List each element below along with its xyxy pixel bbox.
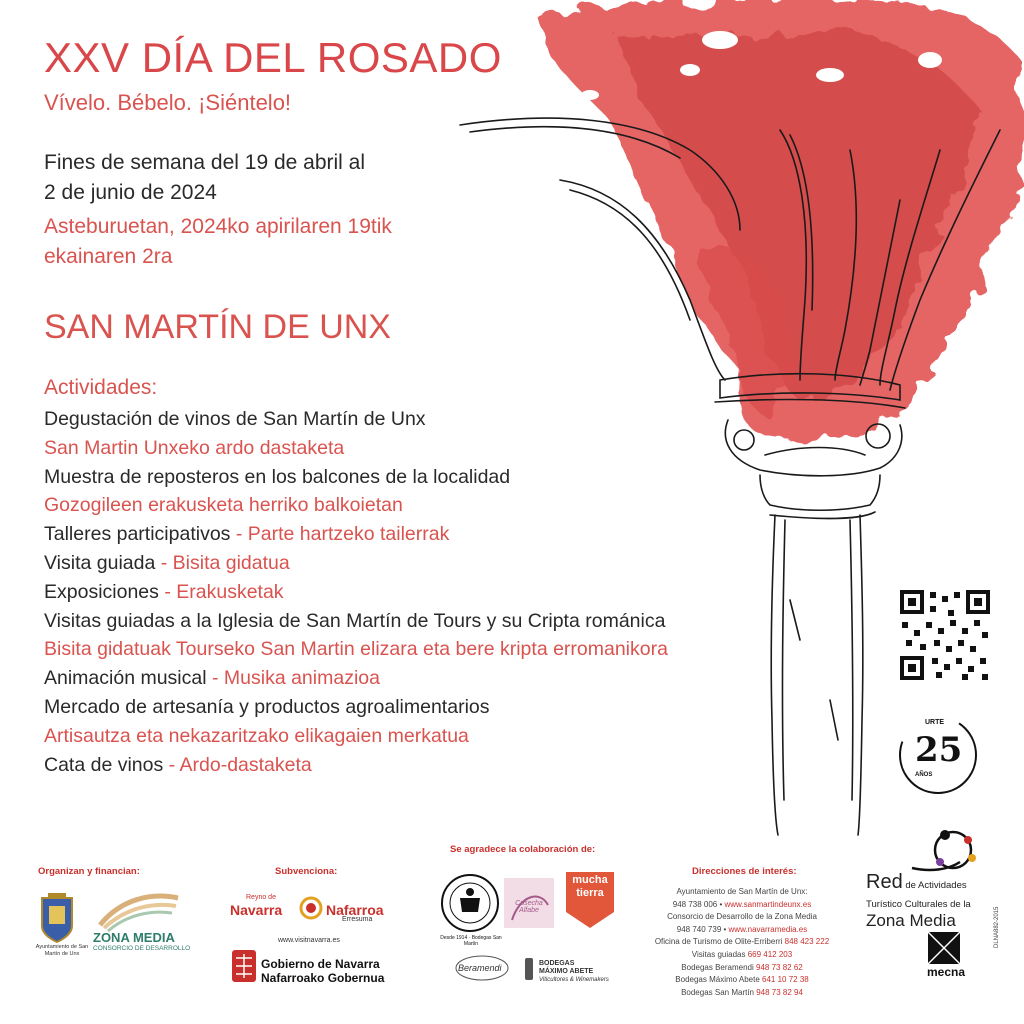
- direcciones-heading: Direcciones de interés:: [692, 866, 797, 877]
- direction-line: Ayuntamiento de San Martín de Unx:: [676, 887, 808, 896]
- direction-line: Oficina de Turismo de Olite-Erriberri 848 423 222: [654, 937, 830, 947]
- legal-deposit-code: DLNA882-2015: [994, 906, 1000, 948]
- activity-item: Talleres participativos - Parte hartzeko tailerrak: [44, 523, 450, 546]
- zona-media-logo-text: ZONA MEDIA: [93, 930, 175, 945]
- dates-es-line-2: 2 de junio de 2024: [44, 181, 217, 204]
- red-actividades-logo-text: [866, 871, 986, 930]
- directions-list: [616, 886, 868, 999]
- page-title: XXV DÍA DEL ROSADO: [44, 34, 502, 81]
- qr-code[interactable]: [900, 590, 990, 680]
- red-zona-media: Zona Media: [866, 911, 956, 930]
- san-martin-seal-text: Desde 1914 · Bodegas San Martín: [440, 935, 502, 947]
- ayuntamiento-shield-icon: [42, 893, 72, 942]
- red-rest: de Actividades Turístico Culturales de la: [866, 880, 971, 910]
- activity-item: Bisita gidatuak Tourseko San Martin elizara eta bere kripta erromanikora: [44, 638, 668, 661]
- direction-line: Visitas guiadas 669 412 203: [691, 949, 793, 959]
- zona-media-logo-subtext: CONSORCIO DE DESARROLLO: [93, 945, 191, 952]
- mucha-tierra-text: [567, 874, 613, 900]
- abete-bottle-icon: [525, 958, 533, 980]
- activity-item: Exposiciones - Erakusketak: [44, 580, 284, 603]
- activity-item: Mercado de artesanía y productos agroalimentarios: [44, 695, 490, 718]
- mecna-logo-text: mecna: [927, 965, 966, 979]
- activities-heading: Actividades:: [44, 376, 158, 399]
- mucha-line-2: tierra: [576, 887, 604, 899]
- dates-eu-line-2: ekainaren 2ra: [44, 245, 173, 268]
- beramendi-text: Beramendi: [458, 963, 502, 973]
- reyno-text: Reyno de: [246, 894, 276, 901]
- subvenciona-heading: Subvenciona:: [275, 866, 338, 877]
- abete-line-1: BODEGAS: [539, 960, 575, 967]
- activities-list: [44, 405, 668, 779]
- nafarroa-brand-text: Nafarroa: [326, 902, 384, 918]
- gobierno-navarra-text: [261, 957, 384, 985]
- colaboracion-heading: Se agradece la colaboración de:: [450, 844, 596, 855]
- badge-number: 25: [915, 730, 963, 770]
- activity-item: San Martin Unxeko ardo dastaketa: [44, 436, 345, 459]
- gobierno-navarra-shield-icon: [232, 950, 256, 982]
- erresuma-text: Erresuma: [342, 916, 373, 923]
- activity-item: Muestra de reposteros en los balcones de la localidad: [44, 465, 511, 488]
- activity-item: Degustación de vinos de San Martín de Unx: [44, 408, 426, 430]
- direction-line: Bodegas Beramendi 948 73 82 62: [681, 962, 803, 972]
- dates-basque: [44, 212, 392, 272]
- web-link[interactable]: www.sanmartindeunx.es: [724, 899, 812, 909]
- activity-item: Artisautza eta nekazaritzako elikagaien merkatua: [44, 724, 469, 747]
- activity-item: Visitas guiadas a la Iglesia de San Martín de Tours y su Cripta románica: [44, 609, 666, 632]
- navarra-star-icon: [301, 898, 321, 918]
- watercolor-splash: [540, 0, 1024, 443]
- gobierno-line-1: Gobierno de Navarra: [261, 957, 380, 971]
- direction-line: 948 740 739 • www.navarramedia.es: [676, 924, 808, 934]
- town-name: SAN MARTÍN DE UNX: [44, 308, 391, 346]
- zona-media-logo-icon: [100, 896, 178, 931]
- abete-text: [539, 960, 609, 984]
- badge-bottom-text: AÑOS: [915, 772, 933, 778]
- direction-line: 948 738 006 • www.sanmartindeunx.es: [672, 899, 812, 909]
- cosecha-logo-text: Cosecha Alfabe: [515, 900, 543, 914]
- dates-es-line-1: Fines de semana del 19 de abril al: [44, 151, 366, 174]
- bodegas-san-martin-seal-icon: [442, 875, 498, 931]
- direction-line: Bodegas Máximo Abete 641 10 72 38: [675, 975, 809, 985]
- direction-line: Consorcio de Desarrollo de la Zona Media: [667, 912, 817, 922]
- abete-line-2: MÁXIMO ABETE: [539, 968, 594, 975]
- web-link[interactable]: www.navarramedia.es: [728, 924, 808, 934]
- visitnavarra-link[interactable]: www.visitnavarra.es: [278, 937, 340, 944]
- activity-item: Cata de vinos - Ardo-dastaketa: [44, 753, 312, 776]
- dates-spanish: [44, 148, 365, 208]
- abete-line-3: Viticultores & Winemakers: [539, 977, 609, 983]
- organizan-heading: Organizan y financian:: [38, 866, 140, 877]
- red-network-logo-icon: [912, 830, 976, 870]
- navarra-brand-text: Navarra: [230, 902, 283, 918]
- mecna-logo-icon: [928, 932, 960, 964]
- red-word: Red: [866, 871, 903, 893]
- badge-top-text: URTE: [925, 719, 945, 726]
- slogan: Vívelo. Bébelo. ¡Siéntelo!: [44, 90, 292, 115]
- ayuntamiento-caption: Ayuntamiento de San Martín de Unx: [35, 944, 89, 957]
- activity-item: Animación musical - Musika animazioa: [44, 667, 380, 690]
- activity-item: Gozogileen erakusketa herriko balkoietan: [44, 494, 403, 517]
- gobierno-line-2: Nafarroako Gobernua: [261, 971, 385, 985]
- direction-line: Bodegas San Martín 948 73 82 94: [681, 987, 803, 997]
- mucha-line-1: mucha: [572, 874, 608, 886]
- activity-item: Visita guiada - Bisita gidatua: [44, 551, 290, 574]
- dates-eu-line-1: Asteburuetan, 2024ko apirilaren 19tik: [44, 215, 392, 238]
